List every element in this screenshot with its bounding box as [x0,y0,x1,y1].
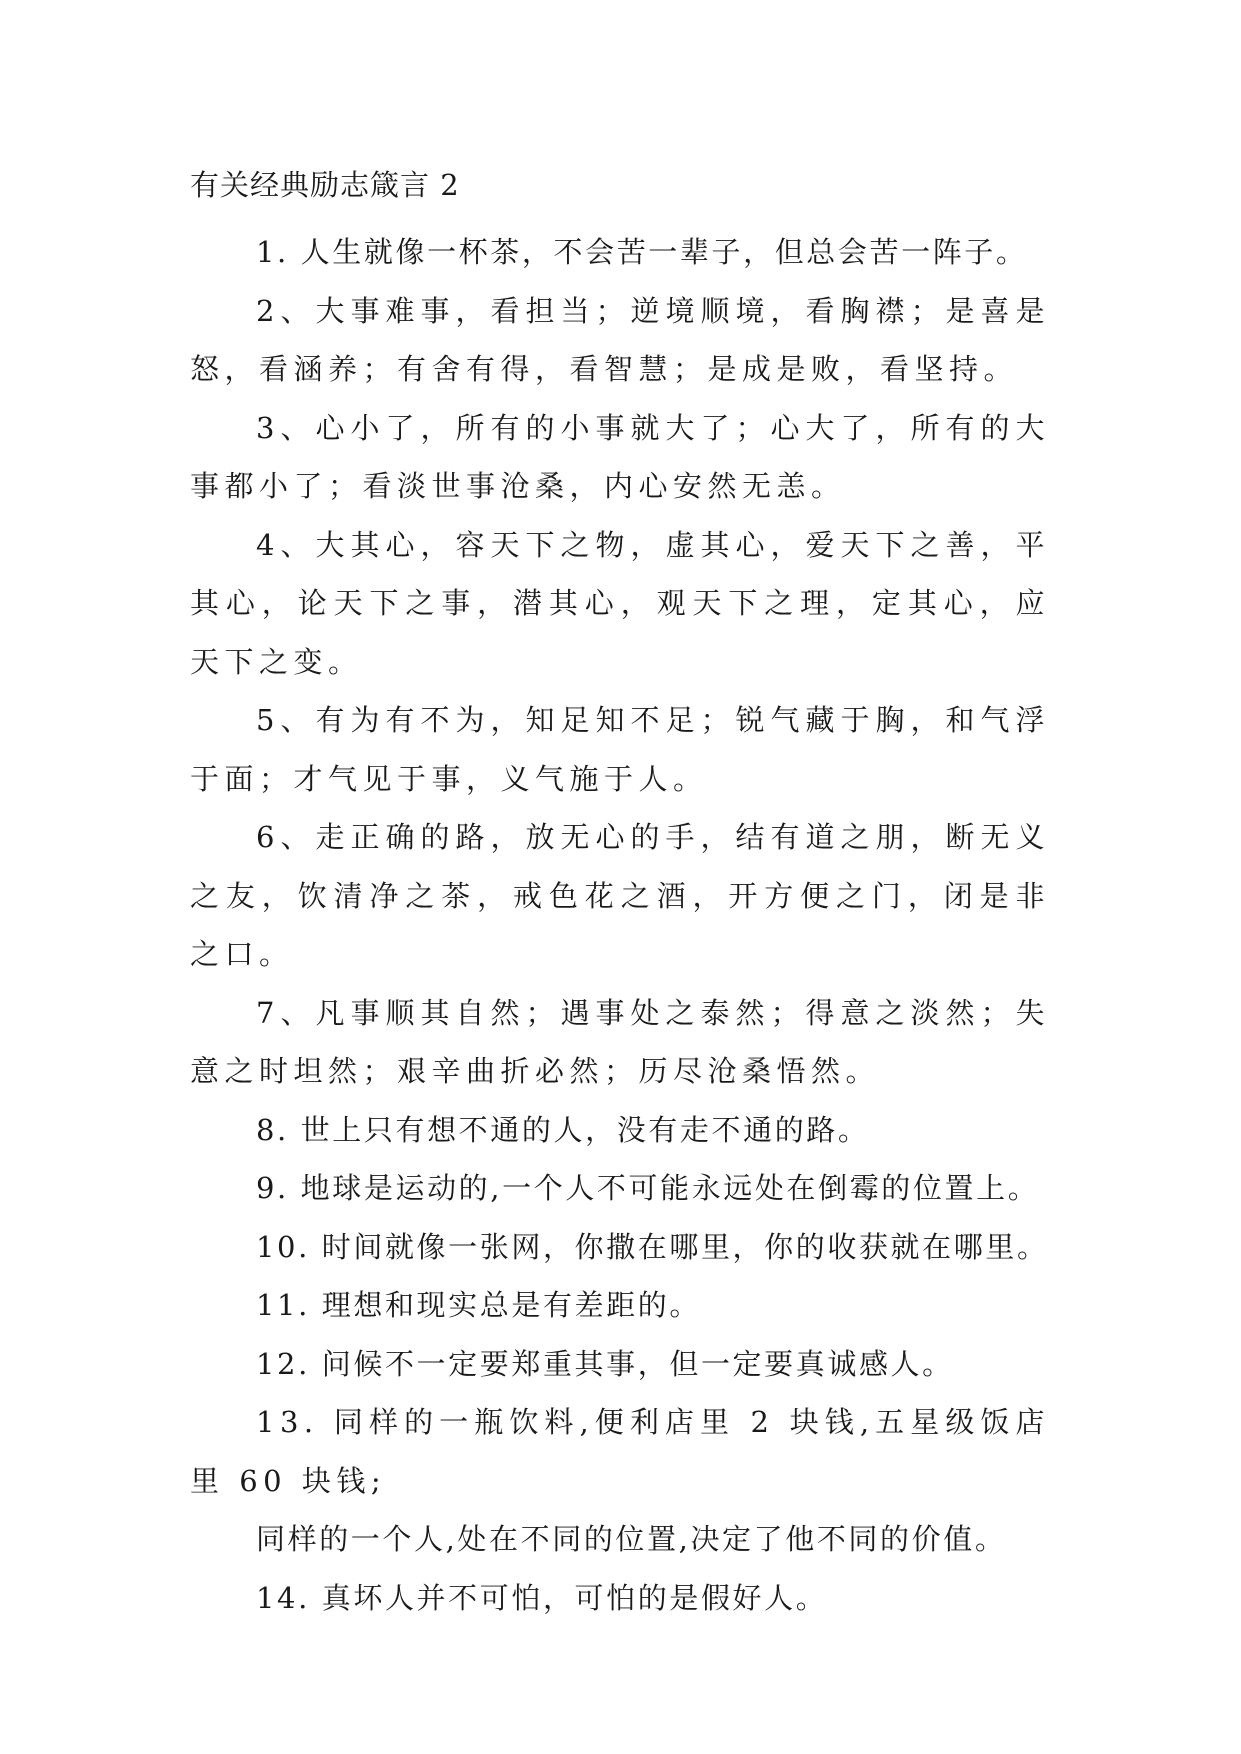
paragraph-1: 1. 人生就像一杯茶，不会苦一辈子，但总会苦一阵子。 [256,235,1028,269]
paragraph-5: 5、有为有不为，知足知不足；锐气藏于胸，和气浮于面；才气见于事，义气施于人。 [190,703,1050,796]
paragraph-8: 8. 世上只有想不通的人，没有走不通的路。 [256,1112,870,1147]
paragraph-14: 14. 真坏人并不可怕，可怕的是假好人。 [256,1580,828,1615]
paragraph-10: 10. 时间就像一张网，你撒在哪里，你的收获就在哪里。 [256,1229,1049,1264]
paragraph-13-continued: 同样的一个人,处在不同的位置,决定了他不同的价值。 [256,1522,1007,1556]
paragraph-12: 12. 问候不一定要郑重其事，但一定要真诚感人。 [256,1346,954,1381]
document-body [190,223,1050,1627]
paragraph-13: 13. 同样的一瓶饮料,便利店里 2 块钱,五星级饭店里 60 块钱; [190,1405,1050,1498]
paragraph-2: 2、大事难事，看担当；逆境顺境，看胸襟；是喜是怒，看涵养；有舍有得，看智慧；是成是败，看坚持。 [190,293,1050,386]
paragraph-4: 4、大其心，容天下之物，虚其心，爱天下之善，平其心，论天下之事，潜其心，观天下之理，定其心，应天下之变。 [190,527,1050,679]
document-title: 有关经典励志箴言 2 [190,168,460,202]
paragraph-7: 7、凡事顺其自然；遇事处之泰然；得意之淡然；失意之时坦然；艰辛曲折必然；历尽沧桑悟然。 [190,995,1050,1088]
paragraph-3: 3、心小了，所有的小事就大了；心大了，所有的大事都小了；看淡世事沧桑，内心安然无恙。 [190,410,1050,503]
paragraph-11: 11. 理想和现实总是有差距的。 [256,1288,701,1322]
paragraph-9: 9. 地球是运动的,一个人不可能永远处在倒霉的位置上。 [256,1171,1040,1205]
paragraph-6: 6、走正确的路，放无心的手，结有道之朋，断无义之友，饮清净之茶，戒色花之酒，开方便之门，闭是非之口。 [190,820,1050,971]
